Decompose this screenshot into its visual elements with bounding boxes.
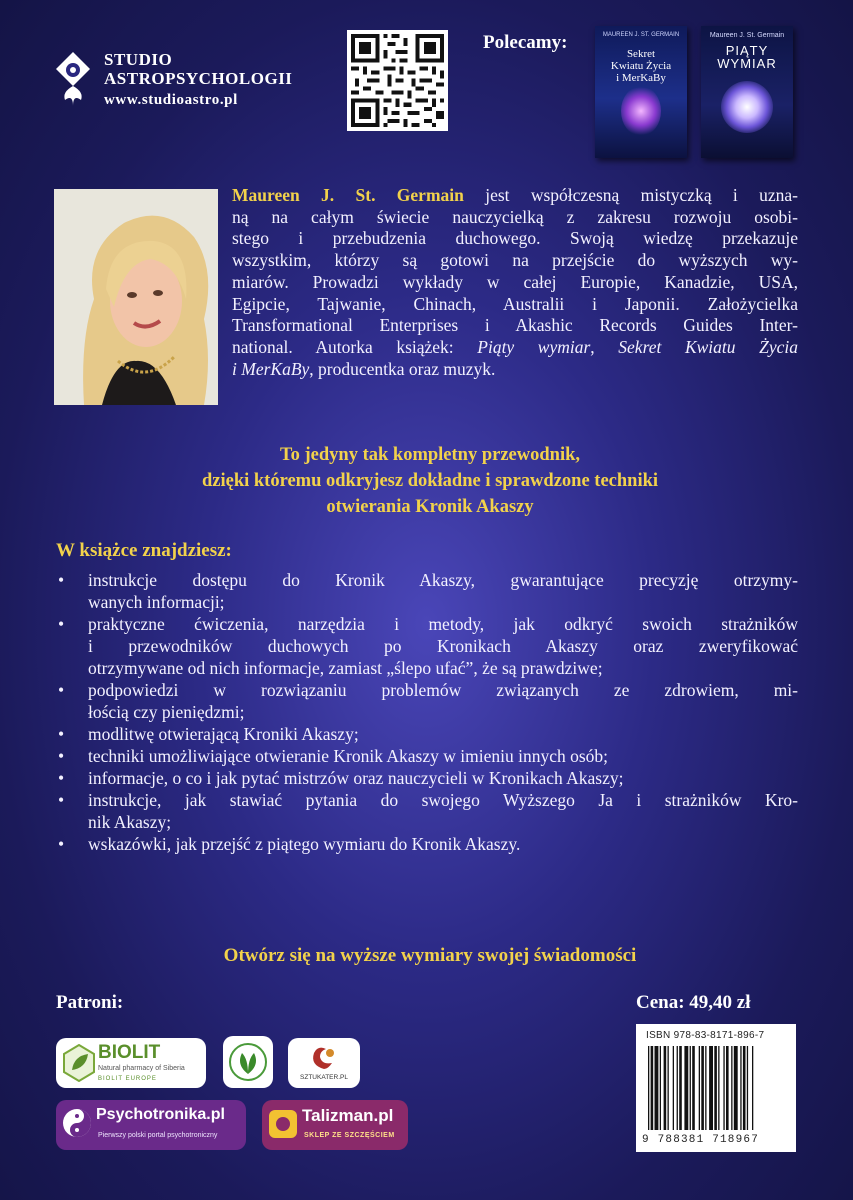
book-author: MAUREEN J. ST. GERMAIN — [602, 32, 680, 38]
light-burst-icon — [721, 81, 773, 133]
barcode-icon — [648, 1046, 784, 1136]
bullet-icon: • — [58, 768, 65, 788]
patrons-label: Patroni: — [56, 992, 124, 1013]
isbn-number: ISBN 978-83-8171-896-7 — [646, 1030, 765, 1041]
bullet-icon: • — [58, 746, 65, 766]
publisher-url[interactable]: www.studioastro.pl — [104, 92, 238, 108]
author-photo — [54, 189, 218, 405]
recommended-book-piaty-wymiar[interactable] — [701, 26, 793, 158]
list-item: • instrukcje, jak stawiać pytania do swojego Wyższego Ja i strażników Kro- nik Akaszy; — [58, 790, 798, 832]
recommend-label: Polecamy: — [483, 32, 568, 53]
list-item: • praktyczne ćwiczenia, narzędzia i metody, jak odkryć swoich strażników i przewodników duchowych po Kronikach Akaszy oraz zweryfikować otrzymywane od nich informacje, zamiast „ślepo ufać”, że są prawdziwe; — [58, 614, 798, 678]
bullet-icon: • — [58, 724, 65, 744]
logo-line1: STUDIO — [104, 50, 173, 69]
contents-list — [56, 569, 798, 855]
list-item: • podpowiedzi w rozwiązaniu problemów związanych ze zdrowiem, mi- łością czy pieniędzmi; — [58, 680, 798, 722]
publisher-logo-text — [104, 50, 292, 112]
patron-eco-logo[interactable] — [223, 1036, 273, 1088]
barcode-digits: 9 788381 718967 — [642, 1134, 760, 1146]
meditating-figure-icon — [621, 86, 661, 136]
qr-code[interactable] — [347, 30, 448, 131]
bullet-icon: • — [58, 834, 65, 854]
bullet-icon: • — [58, 790, 65, 810]
psychotronika-name: Psychotronika.pl — [96, 1106, 225, 1123]
talizman-icon — [268, 1109, 298, 1139]
talizman-name: Talizman.pl — [302, 1106, 394, 1125]
yin-yang-icon — [62, 1108, 92, 1138]
author-bio: Maureen J. St. Germain jest współczesną mistyczką i uzna- ną na całym świecie nauczycielką z zakresu rozwoju osobi- stego i przebudzenia duchowego. Swoją wiedzę przekazuje wszystkim, którzy są gotowi na przejście do wyższych wy- miarów. Prowadzi wykłady w całej Europie, Kanadzie, USA, Egipcie, Tajwanie, Chinach, Australii i Japonii. Założycielka Transformational Enterprises i Akashic Records Guides Inter- national. Autorka książek: Piąty wymiar, Sekret Kwiatu Życia i MerKaBy, producentka oraz muzyk. — [232, 185, 799, 379]
book-title: Sekret Kwiatu Życia i MerKaBy — [610, 48, 672, 84]
tagline: Otwórz się na wyższe wymiary swojej świadomości — [223, 945, 637, 966]
recommended-book-sekret[interactable] — [595, 26, 687, 158]
bullet-icon: • — [58, 680, 65, 700]
list-item: • wskazówki, jak przejść z piątego wymiaru do Kronik Akaszy. — [58, 834, 521, 854]
hexagon-leaf-icon — [62, 1044, 96, 1082]
book-title: PIĄTY WYMIAR — [717, 43, 777, 71]
list-item: • modlitwę otwierającą Kroniki Akaszy; — [58, 724, 359, 744]
list-item: • informacje, o co i jak pytać mistrzów oraz nauczycieli w Kronikach Akaszy; — [58, 768, 624, 788]
patron-biolit[interactable]: BIOLIT Natural pharmacy of Siberia BIOLIT EUROPE — [56, 1038, 206, 1088]
list-item: • techniki umożliwiające otwieranie Kronik Akaszy w imieniu innych osób; — [58, 746, 609, 766]
contents-list-title: W książce znajdziesz: — [56, 540, 232, 561]
patron-biolit-name: BIOLIT — [98, 1042, 161, 1063]
patron-talizman[interactable]: Talizman.pl SKLEP ZE SZCZĘŚCIEM — [262, 1100, 408, 1150]
sztukater-ornament-icon — [306, 1041, 342, 1073]
price: Cena: 49,40 zł — [636, 992, 751, 1013]
eco-leaf-icon — [228, 1041, 268, 1083]
patron-psychotronika[interactable]: Psychotronika.pl Pierwszy polski portal psychotroniczny — [56, 1100, 246, 1150]
list-item: • instrukcje dostępu do Kronik Akaszy, gwarantujące precyzję otrzymy- wanych informacji; — [58, 570, 798, 612]
bullet-icon: • — [58, 614, 65, 634]
isbn-barcode — [636, 1024, 796, 1152]
promo-headline: To jedyny tak kompletny przewodnik, dzięki któremu odkryjesz dokładne i sprawdzone techniki otwierania Kronik Akaszy — [201, 445, 659, 517]
bullet-icon: • — [58, 570, 65, 590]
astrology-studio-logo-icon — [52, 50, 94, 106]
book-author: Maureen J. St. Germain — [709, 32, 785, 39]
patron-sztukater[interactable]: SZTUKATER.PL — [288, 1038, 360, 1088]
author-name: Maureen J. St. Germain — [232, 185, 464, 205]
logo-line2: ASTROPSYCHOLOGII — [104, 69, 293, 88]
